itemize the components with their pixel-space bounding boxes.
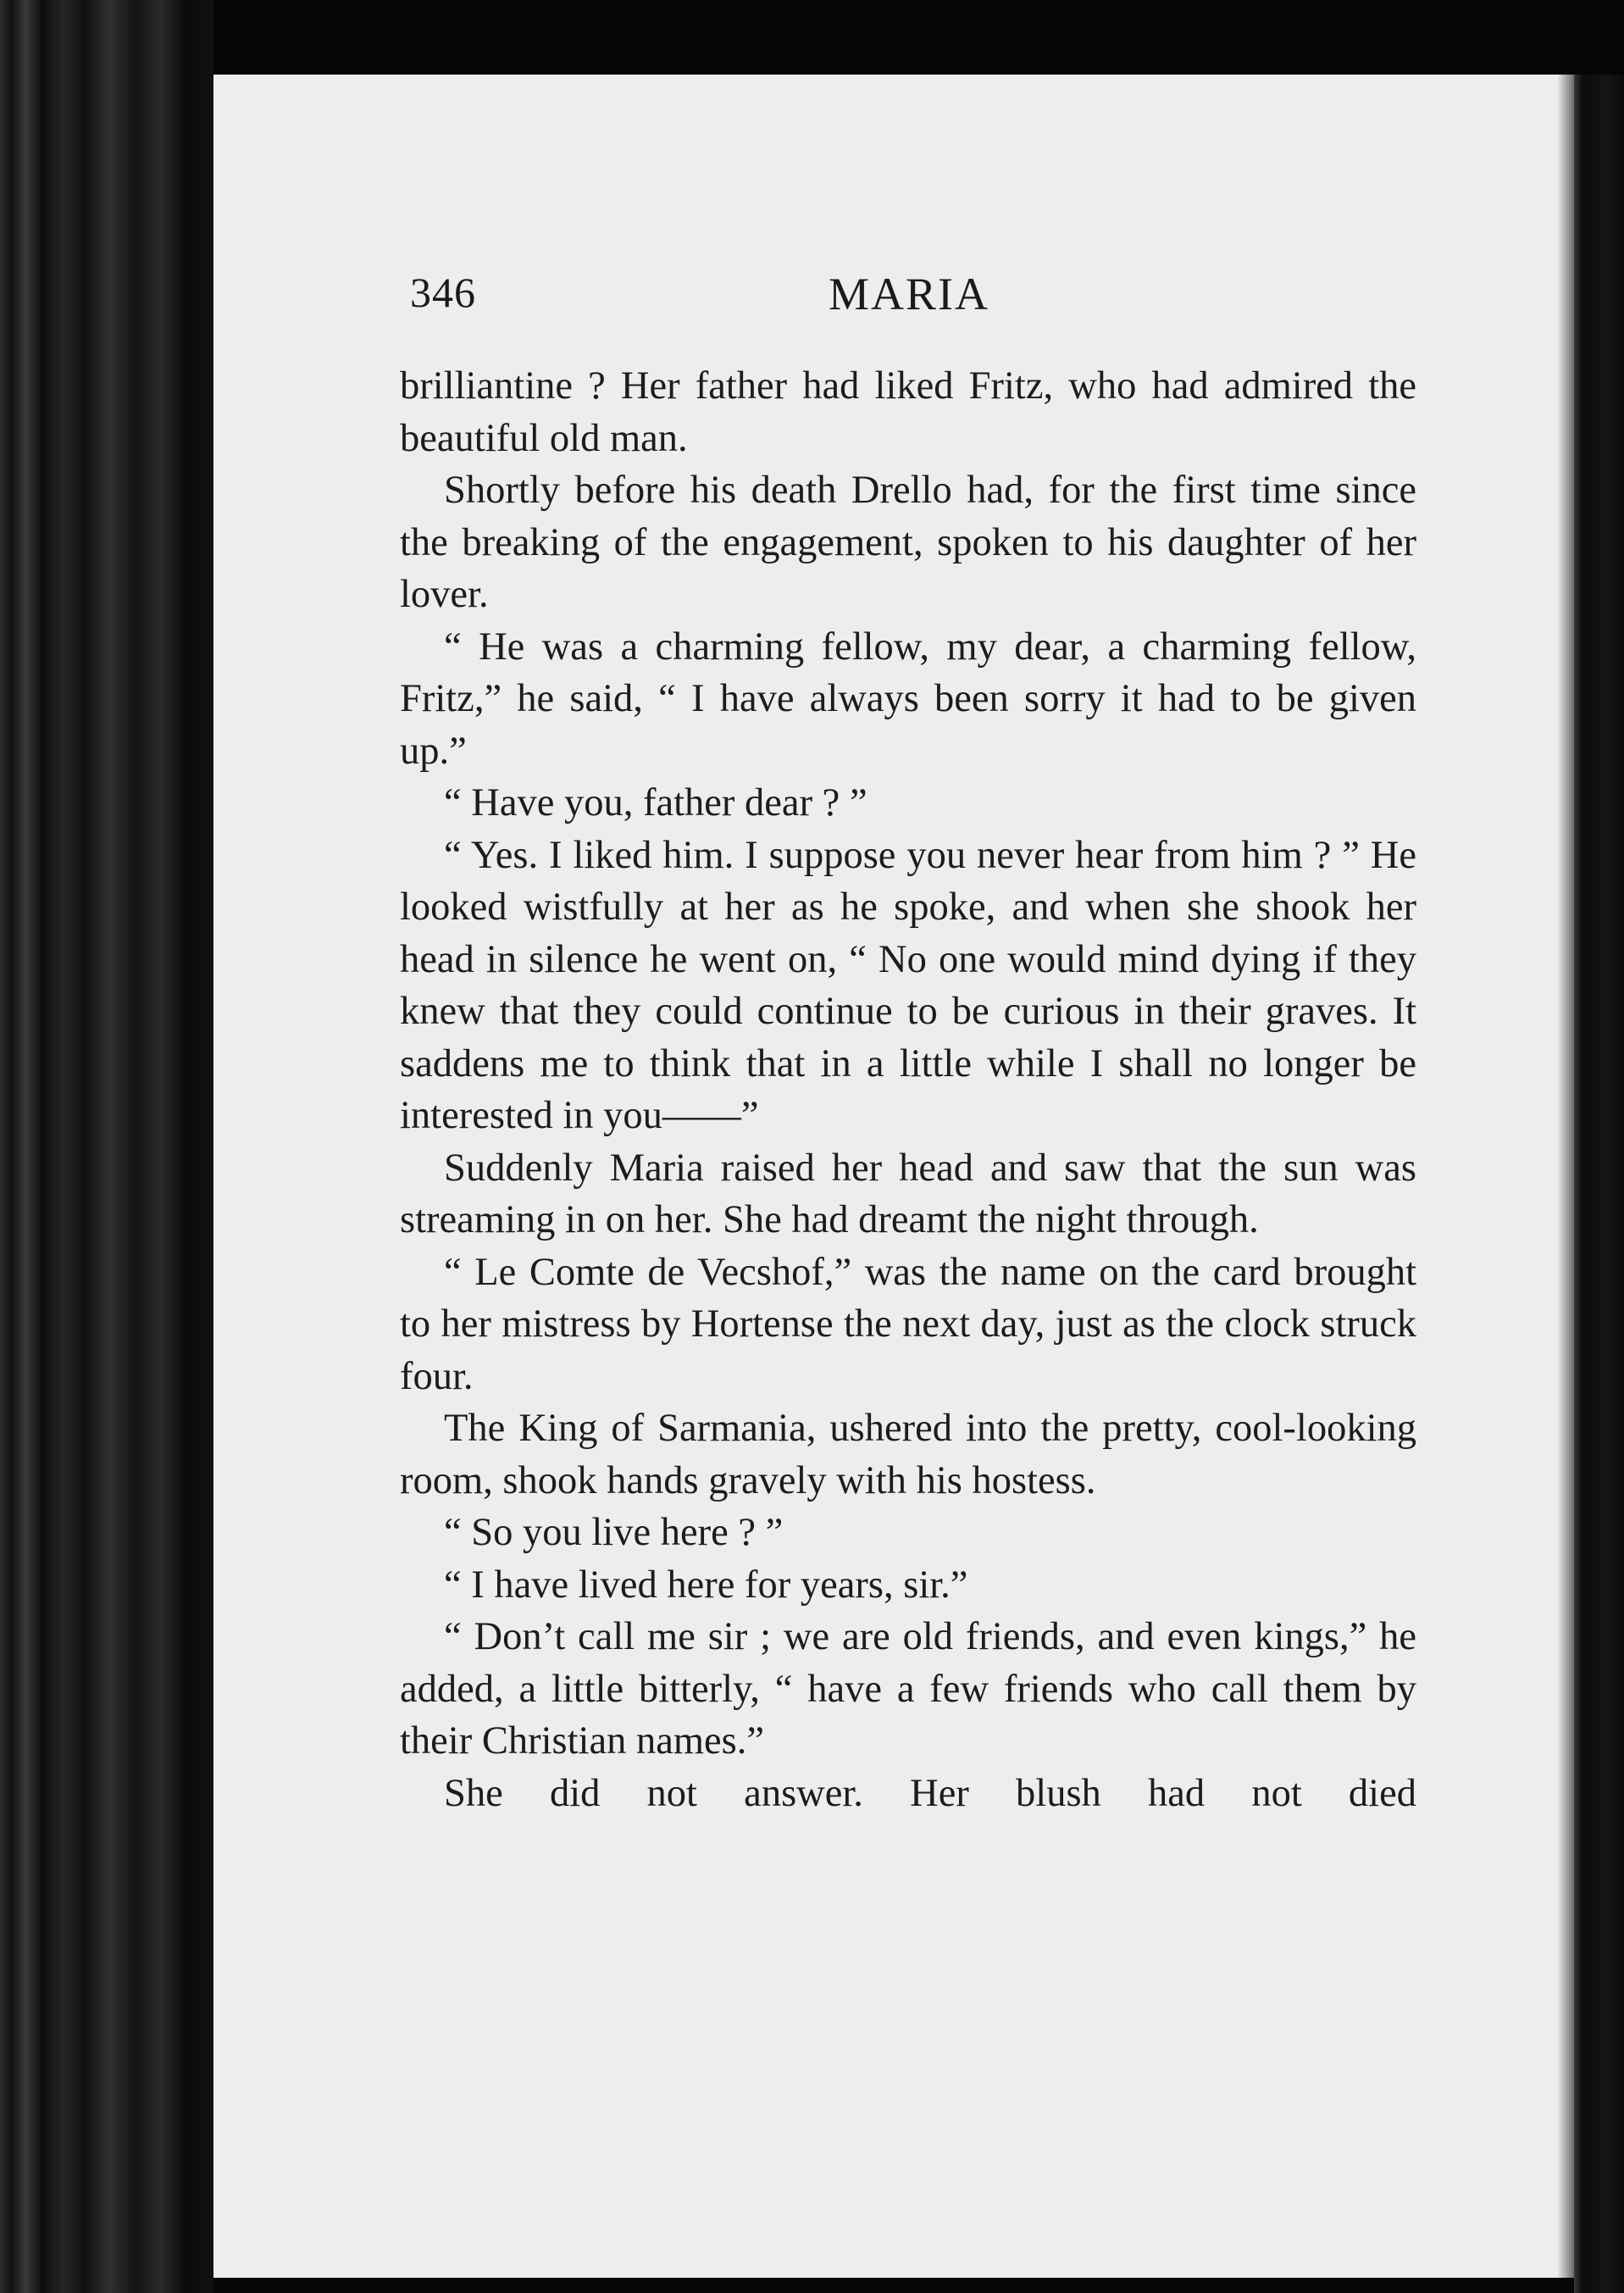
paragraph: brilliantine ? Her father had liked Fritz, who had admired the beautiful old man. [400, 364, 1416, 460]
book-binding-edge [0, 0, 213, 2293]
paragraph: “ I have lived here for years, sir.” [444, 1563, 968, 1607]
paragraph: The King of Sarmania, ushered into the pretty, cool-looking room, shook hands gravely with his hostess. [400, 1407, 1416, 1502]
paragraph: Suddenly Maria raised her head and saw that the sun was streaming in on her. She had dreamt the night through. [400, 1146, 1416, 1241]
paragraph: “ Have you, father dear ? ” [444, 781, 867, 824]
running-title: MARIA [829, 269, 990, 319]
page-number: 346 [410, 269, 476, 316]
paragraph: “ Yes. I liked him. I suppose you never hear from him ? ” He looked wistfully at her as he spoke, and when she shook her head in silence he went on, “ No one would mind dying if they knew that they could continue to be curious in their graves. It saddens me to think that in a little while I shall no longer be interested in you——” [400, 833, 1416, 1137]
paragraph-continued: She did not answer. Her blush had not died [444, 1771, 1416, 1815]
page-body [400, 360, 1416, 1819]
paragraph: “ He was a charming fellow, my dear, a charming fellow, Fritz,” he said, “ I have always been sorry it had to be given up.” [400, 625, 1416, 773]
page-header [410, 268, 1418, 327]
paragraph: “ Don’t call me sir ; we are old friends, and even kings,” he added, a little bitterly, “ have a few friends who call them by their Christian names.” [400, 1615, 1416, 1763]
paragraph: Shortly before his death Drello had, for the first time since the breaking of the engagement, spoken to his daughter of her lover. [400, 469, 1416, 616]
paragraph: “ So you live here ? ” [444, 1511, 784, 1554]
paragraph: “ Le Comte de Vecshof,” was the name on the card brought to her mistress by Hortense the next day, just as the clock struck four. [400, 1250, 1416, 1398]
page-edge-shadow [1557, 75, 1574, 2278]
facing-page-edge [1574, 75, 1624, 2293]
scanner-top-margin [213, 0, 1624, 75]
